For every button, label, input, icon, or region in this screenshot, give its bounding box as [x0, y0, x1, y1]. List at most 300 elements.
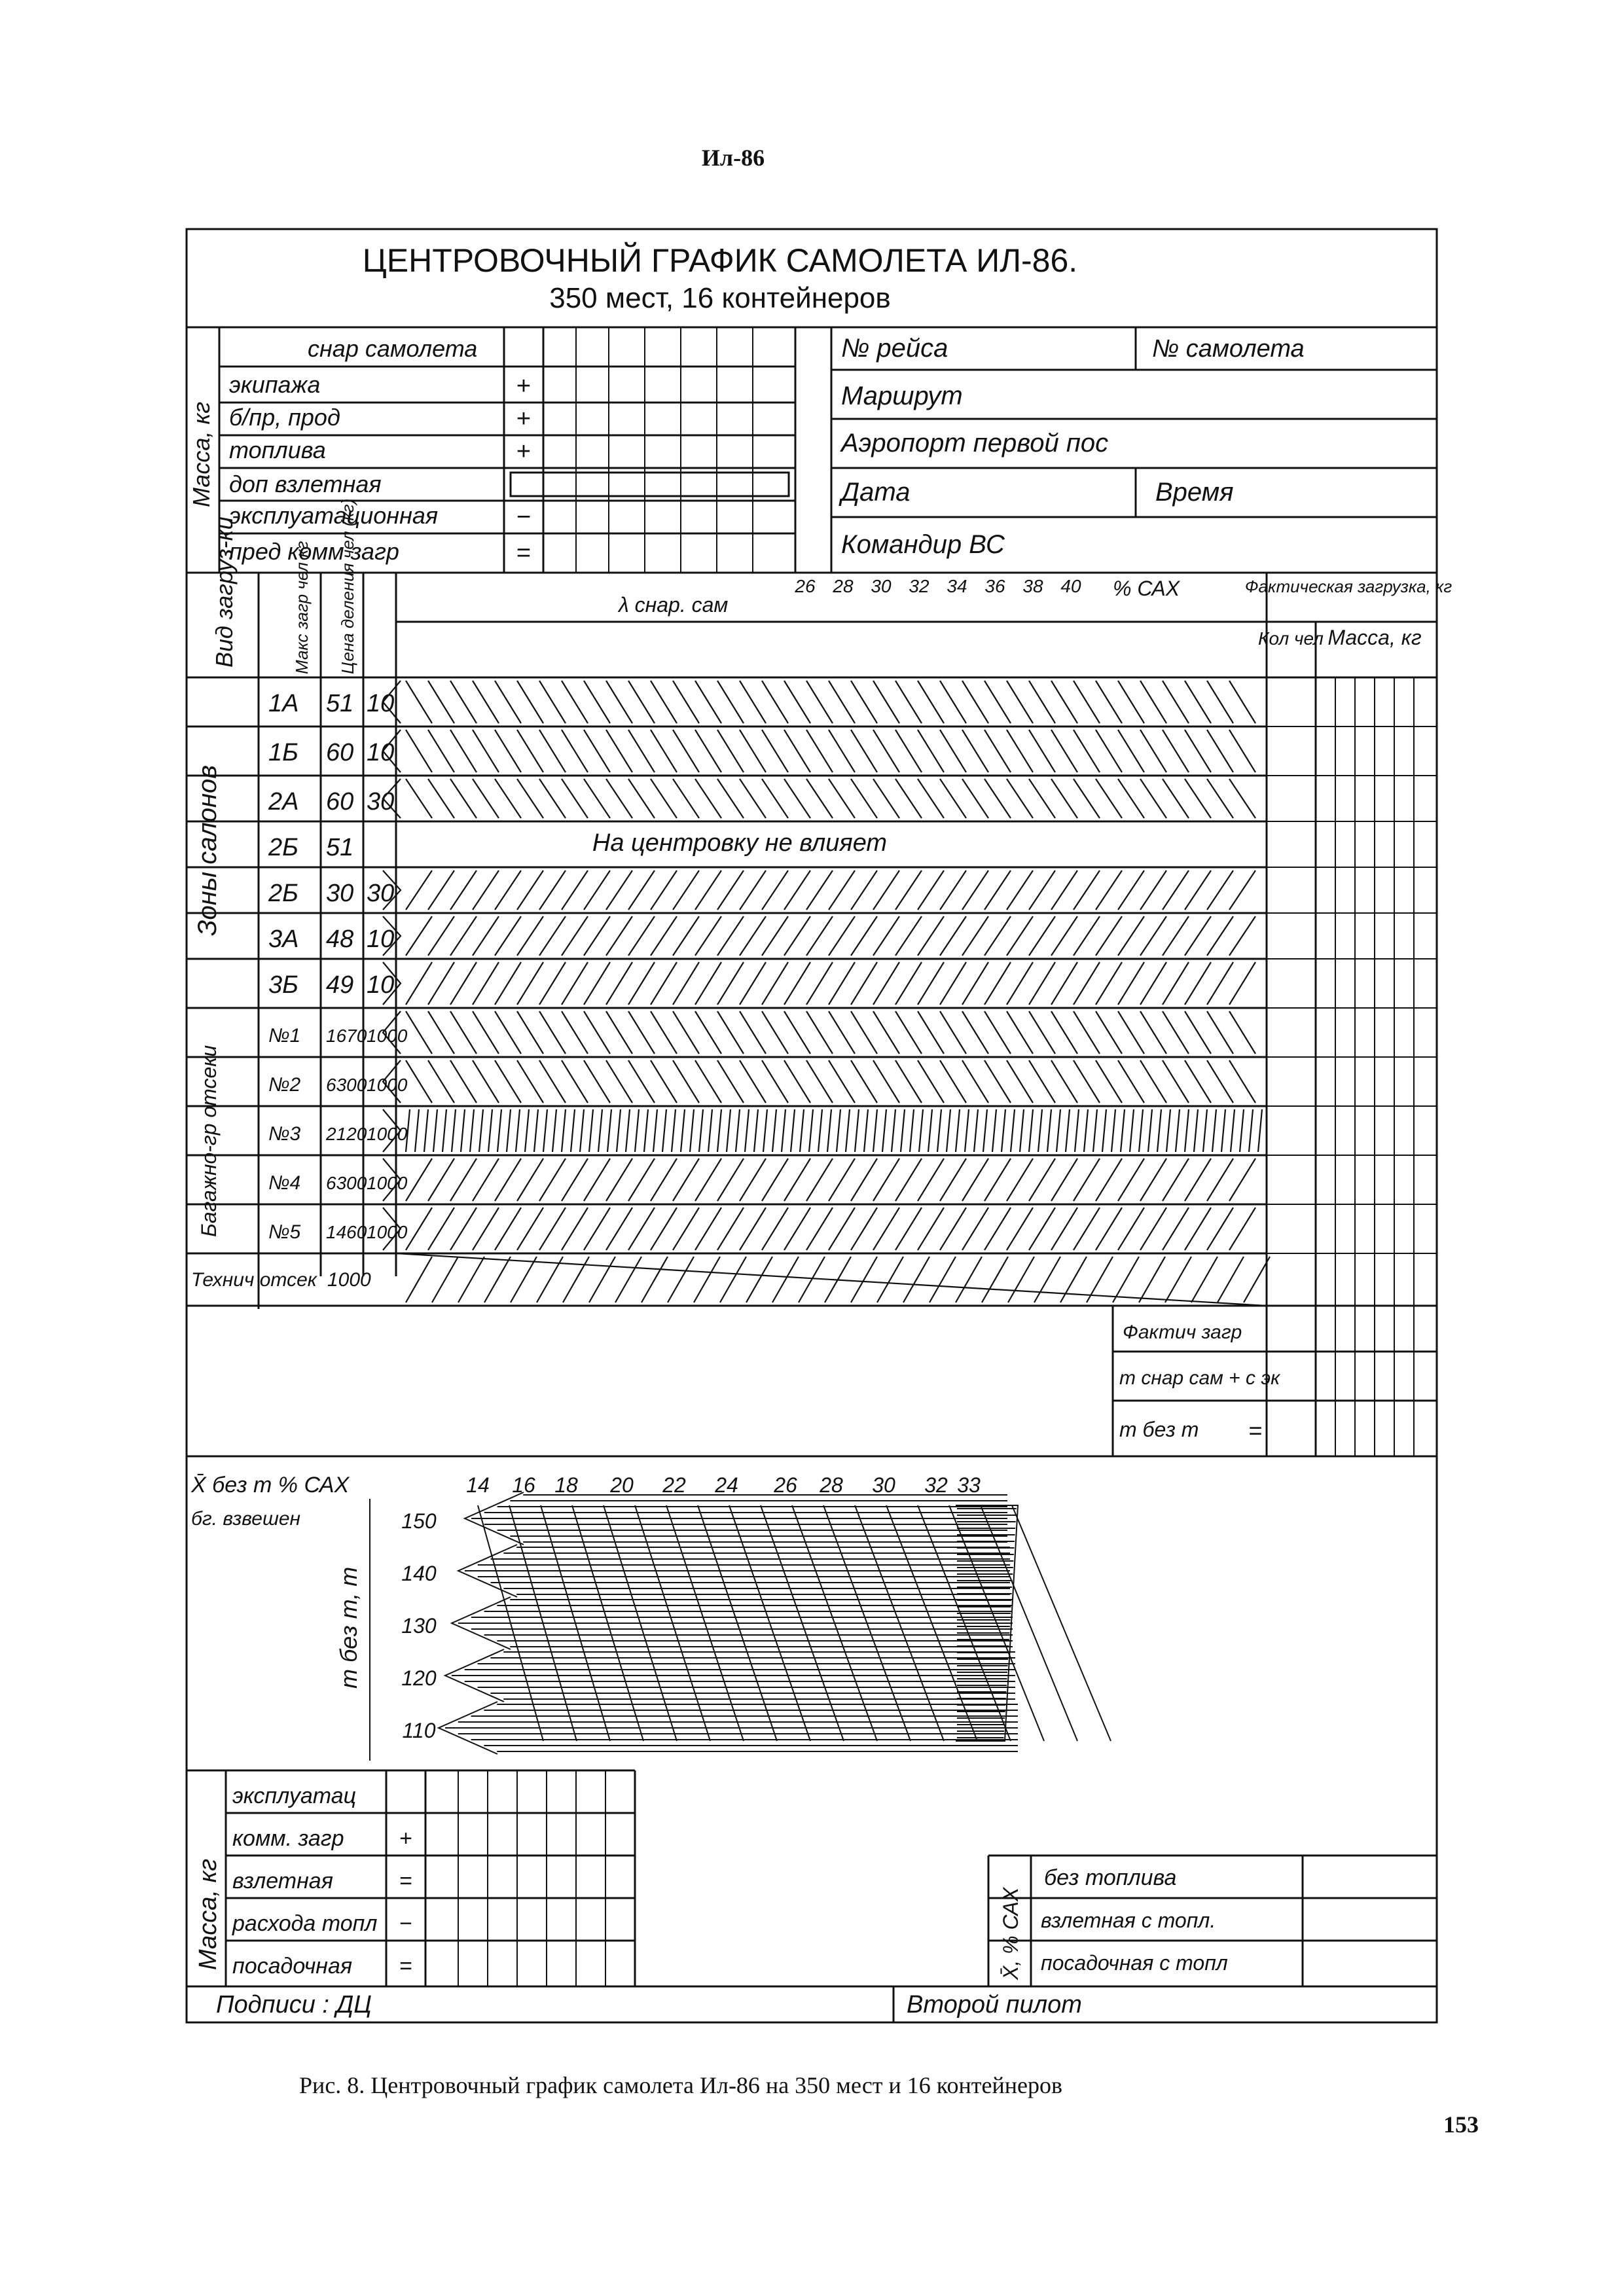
hatch-line	[539, 730, 566, 772]
hatch-line	[962, 779, 988, 818]
hatch-line	[1258, 1109, 1262, 1152]
hatch-line	[877, 1257, 903, 1302]
hatch-line	[1029, 730, 1055, 772]
hatch-line	[428, 916, 454, 956]
hatch-line	[511, 1257, 537, 1302]
hatch-line	[495, 870, 521, 910]
hatch-line	[473, 962, 499, 1005]
hatch-line	[1007, 962, 1033, 1005]
hatch-line	[762, 1158, 788, 1201]
hatch-line	[580, 1109, 584, 1152]
hatch-line	[851, 681, 877, 723]
zone-label: №3	[268, 1123, 301, 1145]
zone-division: 1000	[367, 1173, 408, 1193]
hatch-line	[428, 730, 454, 772]
zone-division: 10	[367, 925, 395, 953]
hatch-line	[829, 870, 855, 910]
scale-tick-label: 34	[947, 576, 967, 596]
cg-x-tick: 26	[774, 1473, 797, 1497]
hatch-line	[1140, 1011, 1166, 1054]
hatch-line	[851, 962, 877, 1005]
hatch-line	[1074, 870, 1100, 910]
hatch-line	[1163, 730, 1189, 772]
hatch-line	[727, 1109, 731, 1152]
bottom-row-label: расхода топл	[232, 1911, 378, 1936]
hatch-line	[895, 962, 922, 1005]
hatch-line	[662, 1109, 666, 1152]
hatch-line	[1096, 962, 1122, 1005]
zone-max-load: 6300	[326, 1075, 367, 1095]
actual-load-header: Фактическая загрузка, кг	[1244, 577, 1453, 596]
hatch-line	[1029, 1109, 1033, 1152]
hatch-line	[562, 1109, 566, 1152]
mass-side-label: Масса, кг	[188, 401, 215, 507]
hatch-line	[534, 1109, 538, 1152]
cg-row-label: взлетная с топл.	[1041, 1909, 1216, 1932]
zone-max-load: 49	[326, 971, 354, 999]
sax-header: % САХ	[1113, 577, 1180, 600]
hatch-line	[1140, 730, 1166, 772]
hatch-line	[651, 681, 677, 723]
lambda-header: λ снар. сам	[619, 593, 729, 617]
cg-y-tick: 150	[401, 1509, 437, 1533]
hatch-line	[539, 1158, 566, 1201]
hatch-line	[895, 779, 922, 818]
hatch-line	[606, 681, 632, 723]
route-label: Маршрут	[841, 382, 963, 410]
hatch-line	[895, 730, 922, 772]
hatch-line	[851, 779, 877, 818]
hatch-line	[406, 730, 432, 772]
hatch-line	[562, 1011, 588, 1054]
mass-op-sign: =	[516, 539, 532, 567]
zone-2b-note: На центровку не влияет	[592, 829, 888, 857]
hatch-line	[562, 1158, 588, 1201]
hatch-line	[1212, 1109, 1216, 1152]
hatch-line	[762, 1208, 788, 1250]
hatch-line	[1191, 1257, 1218, 1302]
hatch-line	[762, 681, 788, 723]
hatch-line	[628, 730, 655, 772]
hatch-line	[873, 1011, 899, 1054]
hatch-line	[525, 1109, 529, 1152]
page-header: Ил-86	[701, 145, 765, 171]
hatch-line	[406, 1208, 432, 1250]
hatch-line	[762, 1011, 788, 1054]
hatch-line	[452, 1109, 456, 1152]
zone-max-load: 60	[326, 739, 354, 766]
hatch-line	[517, 1011, 543, 1054]
hatch-line	[984, 779, 1011, 818]
hatch-line	[762, 916, 788, 956]
hatch-line	[473, 1011, 499, 1054]
hatch-line	[806, 681, 833, 723]
hatch-line	[1066, 1109, 1070, 1152]
hatch-line	[992, 1109, 996, 1152]
hatch-line	[428, 681, 454, 723]
hatch-line	[740, 681, 766, 723]
cg-y-tick: 130	[401, 1614, 437, 1638]
hatch-line	[1051, 730, 1077, 772]
hatch-line	[673, 1208, 699, 1250]
hatch-line	[539, 916, 566, 956]
hatch-line	[918, 730, 944, 772]
hatch-line	[1074, 916, 1100, 956]
hatch-line	[1020, 1109, 1024, 1152]
hatch-line	[589, 1109, 593, 1152]
zone-division: 10	[367, 690, 395, 717]
count-header: Кол чел	[1258, 628, 1324, 649]
hatch-line	[695, 730, 721, 772]
hatch-line	[829, 681, 855, 723]
hatch-line	[1029, 779, 1055, 818]
hatch-line	[428, 1208, 454, 1250]
hatch-line	[901, 1109, 905, 1152]
hatch-line	[740, 779, 766, 818]
hatch-line	[1185, 730, 1211, 772]
hatch-line	[495, 1208, 521, 1250]
hatch-line	[918, 1208, 944, 1250]
bottom-row-label: взлетная	[232, 1869, 333, 1893]
bottom-row-label: посадочная	[232, 1954, 353, 1979]
hatch-line	[1074, 1011, 1100, 1054]
zero-fuel-op: =	[1248, 1417, 1263, 1444]
hatch-line	[1207, 962, 1233, 1005]
hatch-line	[1229, 870, 1255, 910]
hatch-line	[673, 779, 699, 818]
hatch-line	[717, 870, 744, 910]
form-title: ЦЕНТРОВОЧНЫЙ ГРАФИК САМОЛЕТА ИЛ-86.	[362, 242, 1078, 279]
cg-row-label: без топлива	[1044, 1865, 1177, 1890]
zone-label: №5	[268, 1221, 301, 1243]
hatch-line	[1029, 1060, 1055, 1103]
hatch-line	[1207, 730, 1233, 772]
hatch-line	[695, 681, 721, 723]
form-subtitle: 350 мест, 16 контейнеров	[549, 282, 891, 314]
hatch-line	[720, 1257, 746, 1302]
hatch-line	[1007, 870, 1033, 910]
hatch-line	[717, 1011, 744, 1054]
hatch-line	[940, 681, 966, 723]
hatch-line	[495, 681, 521, 723]
hatch-line	[882, 1109, 886, 1152]
hatch-line	[406, 1060, 432, 1103]
hatch-line	[984, 1060, 1011, 1103]
hatch-line	[1074, 1208, 1100, 1250]
hatch-line	[895, 870, 922, 910]
hatch-line	[918, 1158, 944, 1201]
hatch-line	[1163, 681, 1189, 723]
hatch-line	[571, 1109, 575, 1152]
hatch-line	[628, 1011, 655, 1054]
zone-division: 1000	[367, 1075, 408, 1095]
cg-row-label: посадочная с топл	[1041, 1951, 1228, 1975]
load-type-header: Вид загруз-ки	[211, 516, 238, 668]
hatch-line	[562, 681, 588, 723]
hatch-line	[1163, 916, 1189, 956]
hatch-line	[428, 1158, 454, 1201]
hatch-line	[1051, 681, 1077, 723]
hatch-line	[1185, 779, 1211, 818]
hatch-line	[552, 1109, 556, 1152]
hatch-line	[1163, 1011, 1189, 1054]
bottom-row-label: комм. загр	[232, 1826, 344, 1851]
hatch-line	[517, 962, 543, 1005]
cg-result-side-label: X̄, % САХ	[999, 1887, 1022, 1980]
hatch-line	[607, 1109, 611, 1152]
hatch-line	[962, 916, 988, 956]
cg-x-tick: 32	[924, 1473, 948, 1497]
hatch-line	[940, 1158, 966, 1201]
mass-row-label: доп взлетная	[229, 471, 382, 497]
zone-division: 30	[367, 788, 395, 816]
hatch-line	[829, 1060, 855, 1103]
hatch-line	[450, 1208, 477, 1250]
hatch-line	[962, 1208, 988, 1250]
hatch-line	[428, 1060, 454, 1103]
zone-max-load: 60	[326, 788, 354, 816]
hatch-line	[717, 779, 744, 818]
hatch-line	[736, 1109, 740, 1152]
hatch-line	[517, 779, 543, 818]
hatch-line	[1111, 1109, 1115, 1152]
hatch-line	[628, 962, 655, 1005]
aircraft-no-label: № самолета	[1152, 335, 1305, 363]
cg-x-tick: 33	[957, 1473, 981, 1497]
hatch-line	[1113, 1257, 1139, 1302]
hatch-line	[1207, 1011, 1233, 1054]
hatch-line	[1075, 1109, 1079, 1152]
hatch-line	[539, 681, 566, 723]
hatch-line	[1118, 681, 1144, 723]
mass-row-label: пред комм загр	[229, 538, 399, 565]
date-label: Дата	[841, 478, 911, 507]
hatch-line	[584, 1158, 610, 1201]
hatch-line	[628, 1208, 655, 1250]
hatch-line	[983, 1109, 987, 1152]
hatch-line	[1051, 779, 1077, 818]
hatch-line	[940, 1208, 966, 1250]
zone-label: 1Б	[268, 739, 298, 766]
hatch-line	[606, 870, 632, 910]
hatch-line	[479, 1109, 483, 1152]
hatch-line	[873, 916, 899, 956]
hatch-line	[740, 730, 766, 772]
hatch-line	[829, 916, 855, 956]
hatch-line	[1118, 730, 1144, 772]
hatch-line	[1185, 962, 1211, 1005]
hatch-line	[672, 1109, 676, 1152]
hatch-line	[584, 779, 610, 818]
hatch-line	[918, 1011, 944, 1054]
hatch-line	[984, 916, 1011, 956]
hatch-line	[617, 1109, 621, 1152]
hatch-line	[940, 779, 966, 818]
hatch-line	[940, 730, 966, 772]
hatch-line	[651, 1060, 677, 1103]
hatch-line	[772, 1257, 799, 1302]
hatch-line	[965, 1109, 969, 1152]
hatch-line	[606, 1208, 632, 1250]
hatch-line	[1207, 870, 1233, 910]
hatch-line	[606, 779, 632, 818]
zone-max-load: 30	[326, 880, 354, 907]
zone-division: 10	[367, 739, 395, 766]
hatch-line	[829, 730, 855, 772]
hatch-line	[1029, 1208, 1055, 1250]
hatch-line	[606, 916, 632, 956]
hatch-line	[1163, 870, 1189, 910]
hatch-line	[784, 1011, 810, 1054]
signatures-label: Подписи : ДЦ	[216, 1991, 372, 2018]
hatch-line	[517, 730, 543, 772]
hatch-line	[984, 1208, 1011, 1250]
bottom-op-sign: −	[399, 1911, 412, 1936]
hatch-line	[873, 1060, 899, 1103]
hatch-line	[473, 1208, 499, 1250]
hatch-line	[1185, 870, 1211, 910]
hatch-line	[1007, 779, 1033, 818]
zone-label: 1А	[268, 690, 299, 717]
hatch-line	[1096, 1060, 1122, 1103]
zone-label: 3А	[268, 925, 299, 953]
hatch-line	[695, 779, 721, 818]
hatch-line	[940, 962, 966, 1005]
hatch-line	[895, 1060, 922, 1103]
hatch-line	[1185, 1060, 1211, 1103]
hatch-line	[517, 1208, 543, 1250]
hatch-line	[982, 1257, 1008, 1302]
hatch-line	[984, 681, 1011, 723]
hatch-line	[651, 1011, 677, 1054]
hatch-line	[428, 870, 454, 910]
hatch-line	[717, 962, 744, 1005]
hatch-line	[1118, 870, 1144, 910]
hatch-line	[562, 730, 588, 772]
hatch-line	[589, 1257, 615, 1302]
hatch-line	[1130, 1109, 1134, 1152]
hatch-line	[473, 1060, 499, 1103]
hatch-line	[488, 1109, 492, 1152]
cabin-zones-side-label: Зоны салонов	[193, 764, 222, 936]
hatch-line	[517, 681, 543, 723]
cg-x-tick: 30	[872, 1473, 895, 1497]
hatch-line	[406, 1257, 432, 1302]
hatch-line	[827, 1109, 831, 1152]
cargo-side-label: Багажно-гр отсеки	[197, 1045, 221, 1237]
hatch-line	[473, 681, 499, 723]
hatch-line	[1051, 870, 1077, 910]
hatch-line	[584, 870, 610, 910]
hatch-line	[746, 1257, 772, 1302]
hatch-line	[695, 1060, 721, 1103]
hatch-line	[929, 1257, 956, 1302]
hatch-line	[458, 1257, 484, 1302]
hatch-line	[851, 870, 877, 910]
hatch-line	[695, 1158, 721, 1201]
zone-division: 30	[367, 880, 395, 907]
hatch-line	[762, 730, 788, 772]
scale-tick-label: 26	[795, 576, 816, 596]
zone-division: 10	[367, 971, 395, 999]
hatch-line	[784, 1208, 810, 1250]
hatch-line	[495, 730, 521, 772]
hatch-line	[1163, 1208, 1189, 1250]
hatch-line	[1096, 1208, 1122, 1250]
hatch-line	[495, 779, 521, 818]
hatch-line	[497, 1109, 501, 1152]
hatch-line	[1007, 1060, 1033, 1103]
hatch-line	[690, 1109, 694, 1152]
hatch-line	[947, 1109, 950, 1152]
hatch-line	[628, 1158, 655, 1201]
hatch-line	[1051, 1158, 1077, 1201]
hatch-line	[598, 1109, 602, 1152]
hatch-line	[918, 916, 944, 956]
hatch-line	[784, 681, 810, 723]
cg-x-tick: 18	[554, 1473, 578, 1497]
hatch-line	[806, 730, 833, 772]
hatch-line	[745, 1109, 749, 1152]
hatch-line	[1011, 1109, 1015, 1152]
mass-op-sign: +	[516, 372, 532, 400]
hatch-line	[450, 1011, 477, 1054]
hatch-line	[699, 1109, 703, 1152]
hatch-line	[772, 1109, 776, 1152]
scale-tick-label: 28	[833, 576, 854, 596]
mass-op-sign: +	[516, 438, 532, 465]
mass-row-label: эксплуатационная	[229, 502, 439, 529]
hatch-line	[1203, 1109, 1207, 1152]
hatch-line	[1007, 1208, 1033, 1250]
hatch-line	[1029, 870, 1055, 910]
hatch-line	[1096, 916, 1122, 956]
hatch-line	[1096, 870, 1122, 910]
hatch-line	[517, 1158, 543, 1201]
hatch-line	[651, 916, 677, 956]
hatch-line	[473, 870, 499, 910]
hatch-line	[846, 1109, 850, 1152]
hatch-line	[740, 1158, 766, 1201]
hatch-line	[940, 1060, 966, 1103]
hatch-line	[940, 870, 966, 910]
hatch-line	[762, 779, 788, 818]
hatch-line	[806, 779, 833, 818]
zone-max-load: 1670	[326, 1026, 367, 1046]
hatch-line	[1249, 1109, 1253, 1152]
hatch-line	[910, 1109, 914, 1152]
hatch-line	[1207, 1158, 1233, 1201]
hatch-line	[1207, 779, 1233, 818]
hatch-line	[673, 962, 699, 1005]
hatch-line	[1207, 681, 1233, 723]
hatch-line	[762, 1060, 788, 1103]
hatch-line	[717, 1109, 721, 1152]
hatch-line	[495, 1060, 521, 1103]
scale-tick-label: 40	[1060, 576, 1081, 596]
hatch-line	[1118, 1011, 1144, 1054]
hatch-line	[1139, 1257, 1165, 1302]
hatch-line	[829, 1208, 855, 1250]
hatch-line	[740, 1011, 766, 1054]
hatch-line	[1240, 1109, 1244, 1152]
hatch-line	[1074, 681, 1100, 723]
hatch-line	[539, 870, 566, 910]
hatch-line	[806, 870, 833, 910]
hatch-line	[1166, 1109, 1170, 1152]
hatch-line	[1051, 1060, 1077, 1103]
hatch-line	[829, 962, 855, 1005]
